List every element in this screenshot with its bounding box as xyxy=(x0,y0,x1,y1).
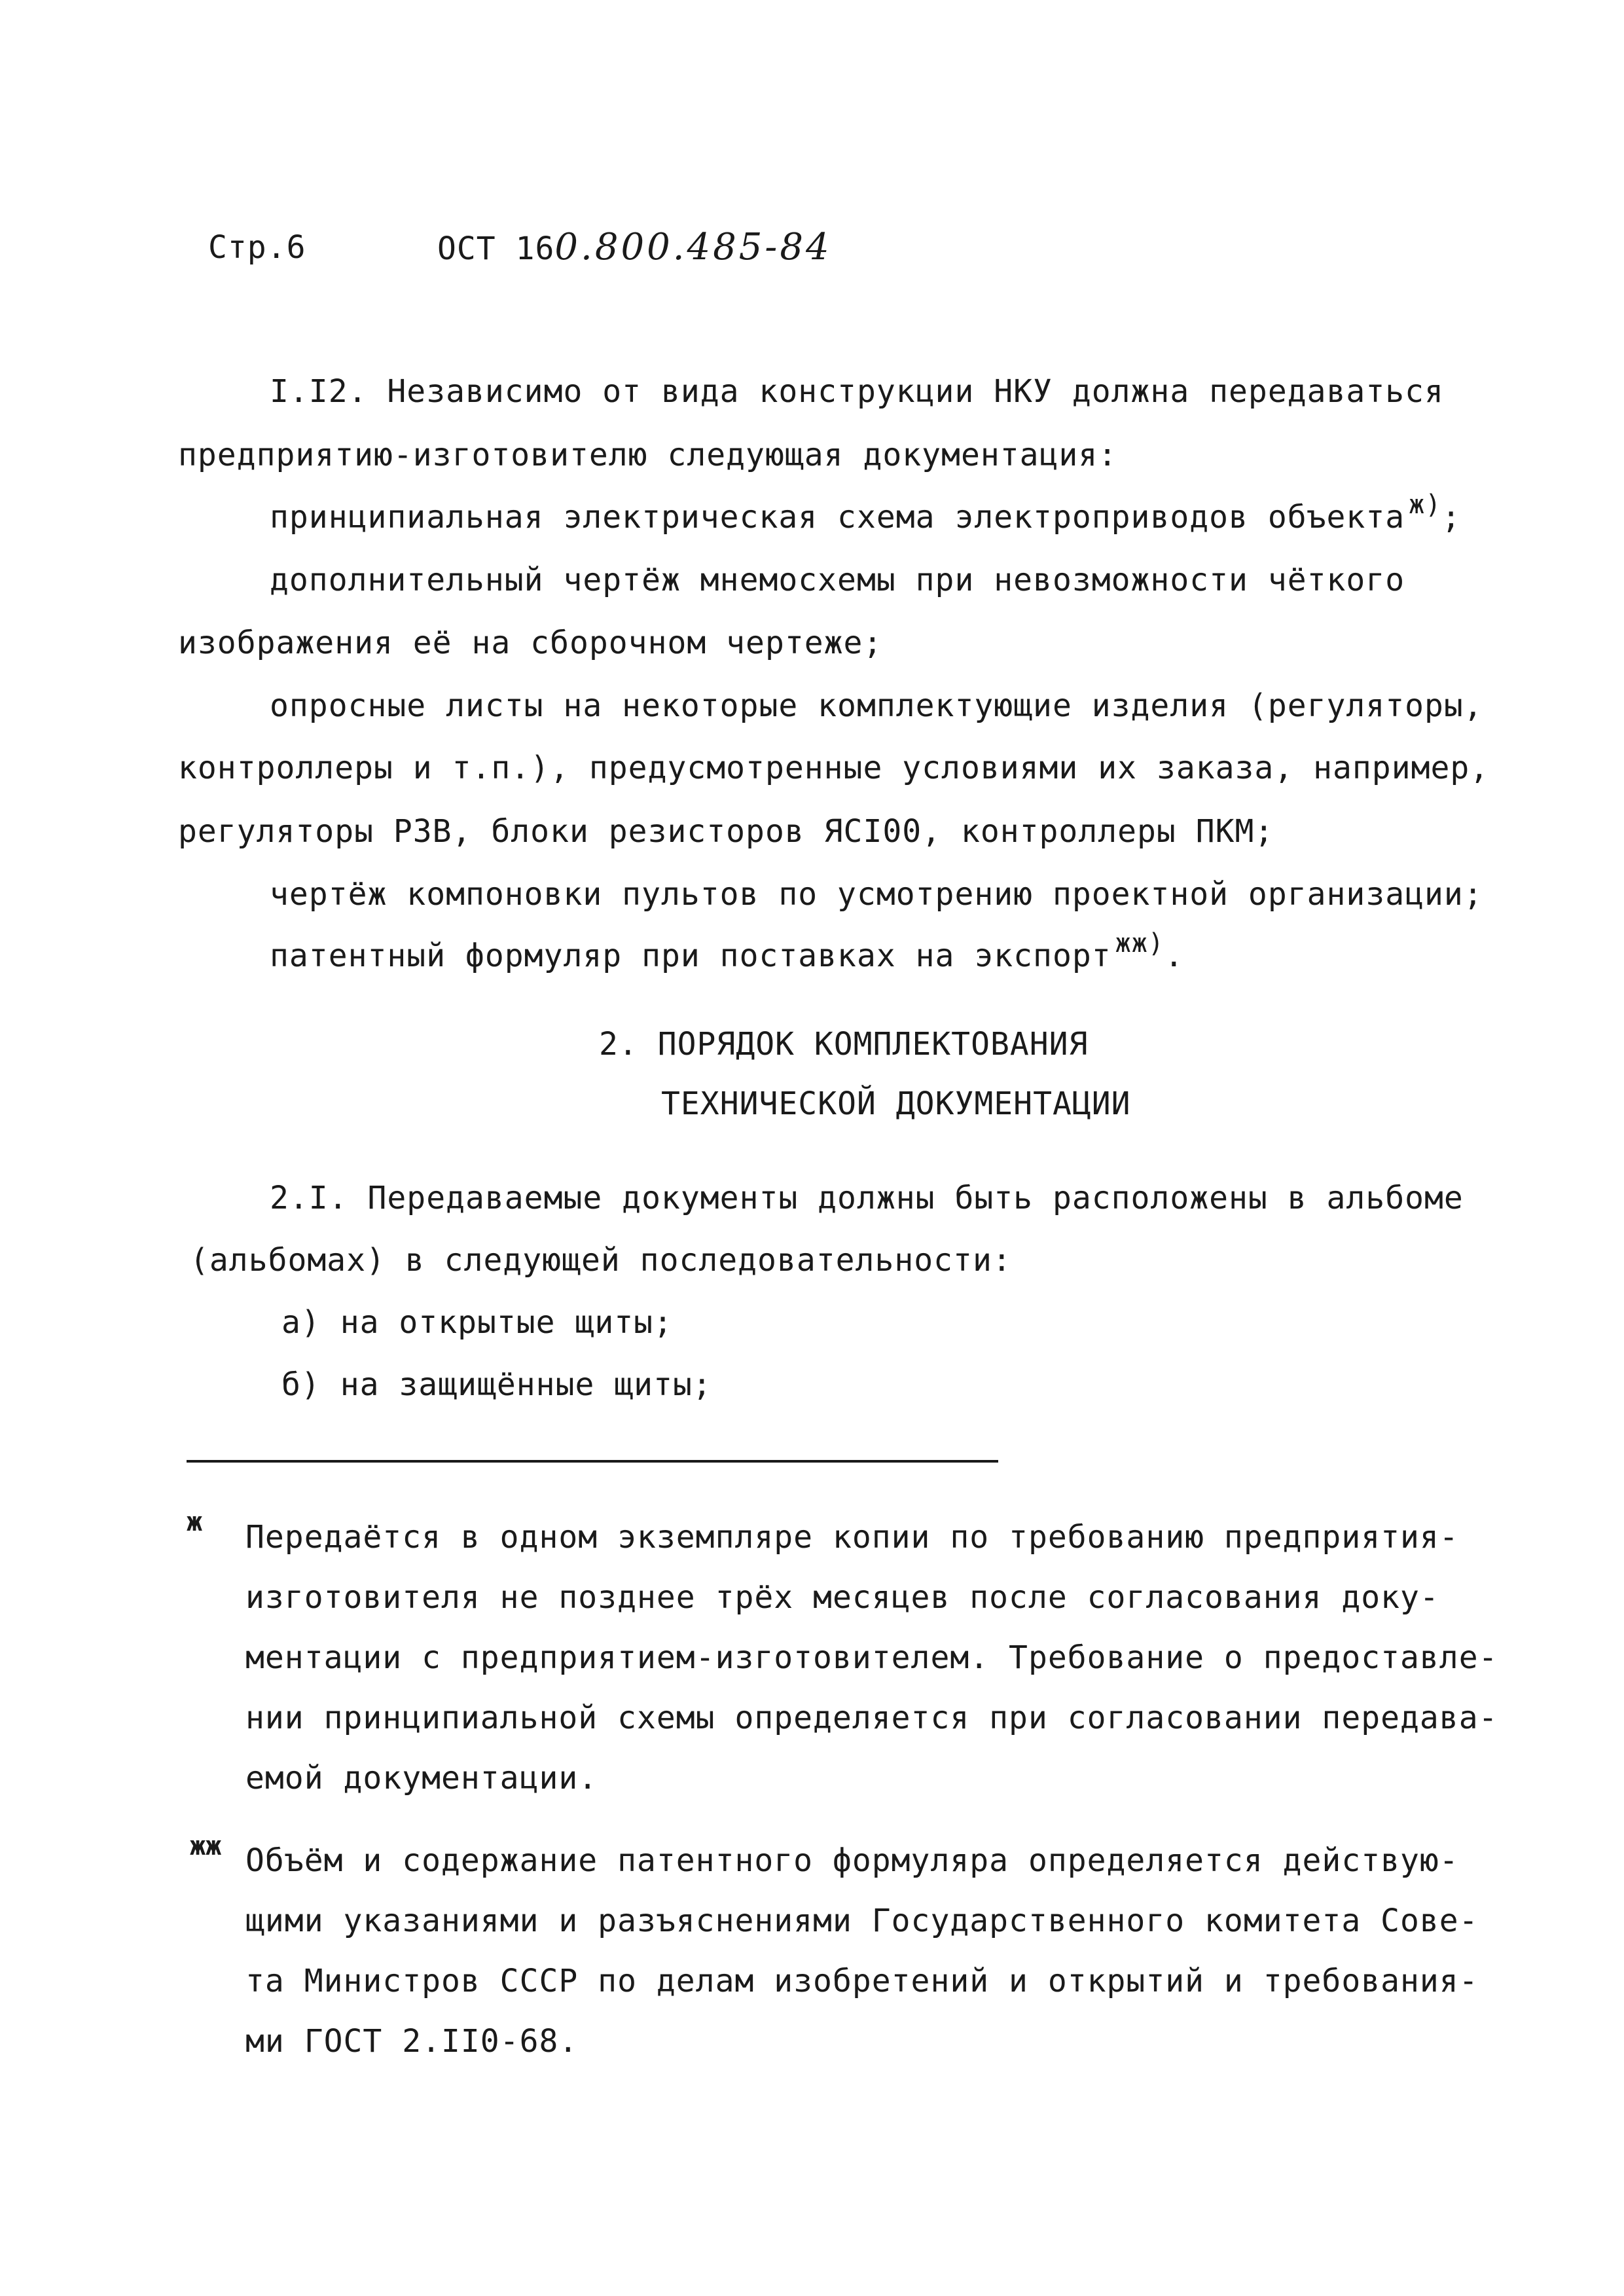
list-item-tail: ; xyxy=(1441,499,1462,536)
footnote-line: изготовителя не позднее трёх месяцев после согласования доку- xyxy=(245,1579,1439,1616)
standard-handwritten: 0.800.485-84 xyxy=(554,226,832,268)
footnote-line: Объём и содержание патентного формуляра определяется действую- xyxy=(245,1842,1459,1879)
para-1-12-line: опросные листы на некоторые комплектующие изделия (регуляторы, xyxy=(270,687,1483,724)
para-1-12-line xyxy=(270,928,1184,977)
para-1-12-line: чертёж компоновки пультов по усмотрению проектной организации; xyxy=(270,876,1483,913)
footnote-mark: жж xyxy=(190,1831,222,1861)
standard-prefix: ОСТ 16 xyxy=(437,230,555,267)
footnote-divider xyxy=(187,1460,998,1463)
para-1-12-line: изображения её на сборочном чертеже; xyxy=(178,625,883,661)
footnote-line: Передаётся в одном экземпляре копии по требованию предприятия- xyxy=(245,1519,1459,1556)
footnote-line: ми ГОСТ 2.II0-68. xyxy=(245,2023,579,2060)
footnote-line: щими указаниями и разъяснениями Государственного комитета Сове- xyxy=(245,1903,1479,1939)
footnote-ref: жж) xyxy=(1115,928,1164,958)
para-2-1-line: (альбомах) в следующей последовательности: xyxy=(190,1242,1012,1279)
section-heading: ТЕХНИЧЕСКОЙ ДОКУМЕНТАЦИИ xyxy=(661,1085,1131,1122)
footnote-ref: ж) xyxy=(1409,490,1442,520)
para-1-12-line xyxy=(270,490,1462,539)
para-1-12-line: I.I2. Независимо от вида конструкции НКУ должна передаваться xyxy=(270,373,1444,410)
footnote-line: ментации с предприятием-изготовителем. Требование о предоставле- xyxy=(245,1639,1498,1676)
section-heading: 2. ПОРЯДОК КОМПЛЕКТОВАНИЯ xyxy=(599,1026,1089,1063)
list-item: б) на защищённые щиты; xyxy=(281,1366,712,1403)
para-1-12-line: предприятию-изготовителю следующая документация: xyxy=(178,437,1118,473)
footnote-mark: ж xyxy=(187,1507,203,1537)
list-item-text: принципиальная электрическая схема электроприводов объекта xyxy=(270,499,1405,536)
footnote-line: емой документации. xyxy=(245,1760,598,1796)
para-1-12-line: контроллеры и т.п.), предусмотренные условиями их заказа, например, xyxy=(178,750,1490,786)
list-item-tail: . xyxy=(1164,938,1184,974)
page-number: Стр.6 xyxy=(208,229,306,266)
para-1-12-line: регуляторы РЗВ, блоки резисторов ЯСI00, контроллеры ПКМ; xyxy=(178,813,1274,850)
list-item: а) на открытые щиты; xyxy=(281,1304,673,1341)
para-2-1-line: 2.I. Передаваемые документы должны быть расположены в альбоме xyxy=(270,1180,1464,1216)
list-item-text: патентный формуляр при поставках на экспорт xyxy=(270,938,1111,974)
footnote-line: нии принципиальной схемы определяется при согласовании передава- xyxy=(245,1700,1498,1736)
para-1-12-line: дополнительный чертёж мнемосхемы при невозможности чёткого xyxy=(270,562,1405,598)
standard-number xyxy=(437,228,832,268)
footnote-line: та Министров СССР по делам изобретений и открытий и требования- xyxy=(245,1963,1479,1999)
